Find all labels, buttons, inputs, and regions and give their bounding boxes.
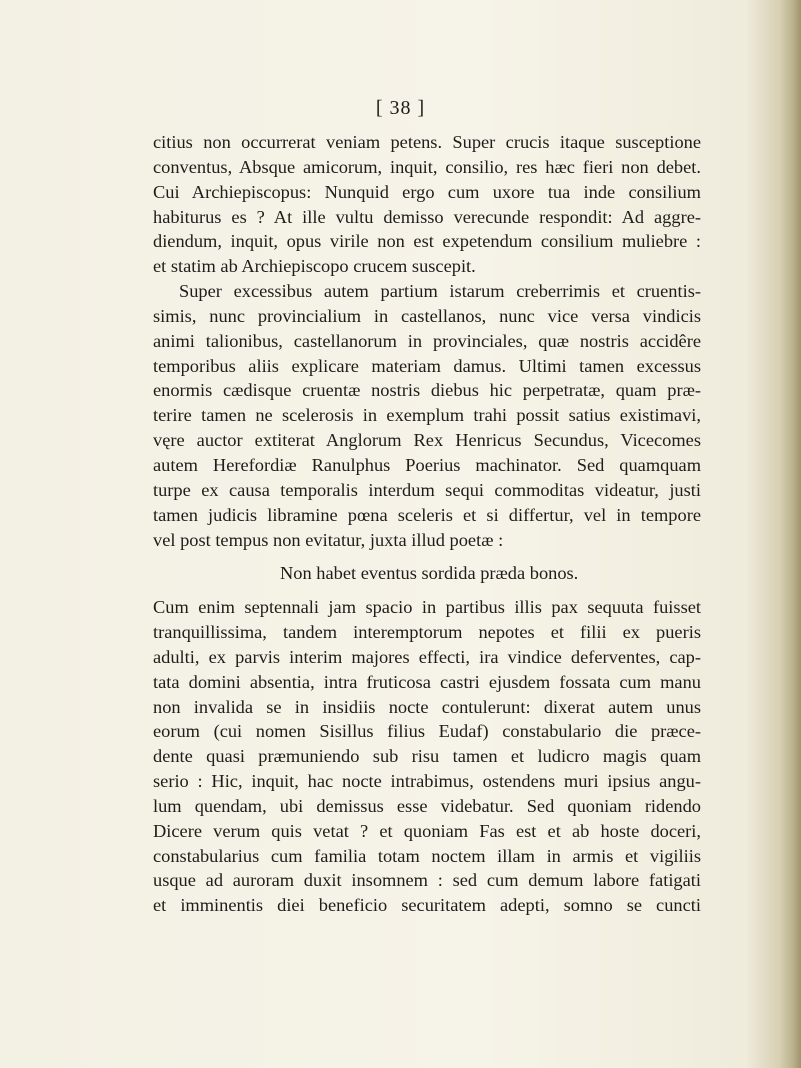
- text-line: turpe ex causa temporalis interdum sequi commoditas videatur, justi: [153, 479, 701, 500]
- text-line: habiturus es ? At ille vultu demisso verecunde respondit: Ad aggre-: [153, 206, 701, 227]
- paragraph-1: [153, 130, 701, 279]
- text-line: et statim ab Archiepiscopo crucem suscepit.: [153, 256, 476, 277]
- text-line: conventus, Absque amicorum, inquit, consilio, res hæc fieri non debet.: [153, 156, 701, 177]
- text-line: vel post tempus non evitatur, juxta illud poetæ :: [153, 529, 504, 550]
- paragraph-3: [153, 595, 701, 918]
- text-line: citius non occurrerat veniam petens. Super crucis itaque susceptione: [153, 132, 701, 152]
- text-line: vęre auctor extiterat Anglorum Rex Henricus Secundus, Vicecomes: [153, 430, 701, 451]
- text-line: autem Herefordiæ Ranulphus Poerius machinator. Sed quamquam: [153, 454, 701, 475]
- text-line: eorum (cui nomen Sisillus filius Eudaf) constabulario die præce-: [153, 721, 701, 742]
- page-edge-shadow: [779, 0, 801, 1068]
- text-line: Cum enim septennali jam spacio in partibus illis pax sequuta fuisset: [153, 597, 701, 618]
- text-line: non invalida se in insidiis nocte contulerunt: dixerat autem unus: [153, 696, 701, 717]
- text-line: constabularius cum familia totam noctem illam in armis et vigiliis: [153, 845, 701, 866]
- text-line: serio : Hic, inquit, hac nocte intrabimus, ostendens muri ipsius angu-: [153, 771, 701, 792]
- paragraph-2: [153, 279, 701, 552]
- text-line: diendum, inquit, opus virile non est expetendum consilium muliebre :: [153, 231, 701, 252]
- verse-quotation: Non habet eventus sordida præda bonos.: [280, 563, 579, 584]
- text-line: Super excessibus autem partium istarum creberrimis et cruentis-: [179, 281, 701, 302]
- text-line: tata domini absentia, intra fruticosa castri ejusdem fossata cum manu: [153, 671, 701, 692]
- text-line: Cui Archiepiscopus: Nunquid ergo cum uxore tua inde consilium: [153, 181, 701, 202]
- page-number: [ 38 ]: [375, 97, 426, 119]
- text-line: simis, nunc provincialium in castellanos, nunc vice versa vindicis: [153, 305, 701, 326]
- text-line: temporibus aliis explicare materiam damus. Ultimi tamen excessus: [153, 355, 701, 376]
- text-line: terire tamen ne scelerosis in exemplum trahi possit satius existimavi,: [153, 405, 701, 426]
- text-line: enormis cædisque cruentæ nostris diebus hic perpetratæ, quam præ-: [153, 380, 701, 401]
- text-line: et imminentis diei beneficio securitatem adepti, somno se cuncti: [153, 895, 701, 916]
- text-line: lum quendam, ubi demissus esse videbatur. Sed quoniam ridendo: [153, 795, 701, 816]
- text-line: animi talionibus, castellanorum in provinciales, quæ nostris accidêre: [153, 330, 701, 351]
- text-line: adulti, ex parvis interim majores effecti, ira vindice deferventes, cap-: [153, 646, 701, 667]
- text-block: [153, 130, 701, 918]
- text-line: tranquillissima, tandem interemptorum nepotes et filii ex pueris: [153, 622, 701, 643]
- text-line: Dicere verum quis vetat ? et quoniam Fas est et ab hoste doceri,: [153, 820, 701, 841]
- text-line: usque ad auroram duxit insomnem : sed cum demum labore fatigati: [153, 870, 701, 891]
- text-line: tamen judicis libramine pœna sceleris et si differtur, vel in tempore: [153, 504, 701, 525]
- text-line: dente quasi præmuniendo sub risu tamen et ludicro magis quam: [153, 746, 701, 767]
